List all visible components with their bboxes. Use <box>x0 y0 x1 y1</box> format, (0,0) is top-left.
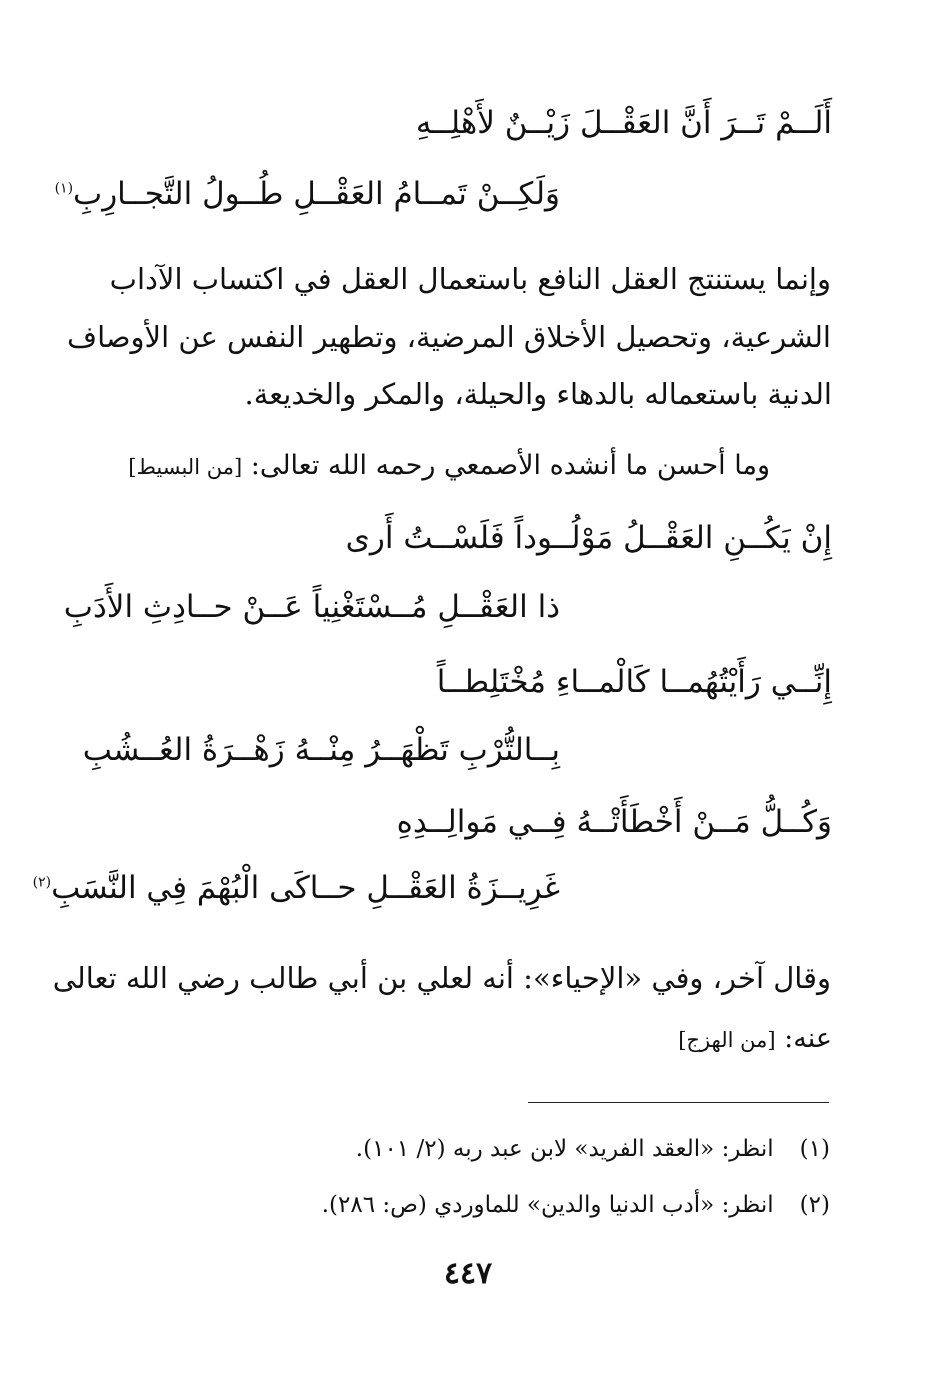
footnote-marker-1: (١) <box>54 180 74 197</box>
intro1-text: وما أحسن ما أنشده الأصمعي رحمه الله تعالى: <box>250 450 770 481</box>
poem1-line1 <box>416 101 832 145</box>
poem2-line1: إِنْ يَكُــنِ العَقْــلُ مَوْلُــوداً فَلَسْــتُ أَرى <box>345 520 832 556</box>
paragraph2-line2-text: عنه: <box>784 1023 832 1054</box>
poem2-line6 <box>33 866 560 910</box>
footnote-1-number: (١) <box>799 1136 830 1162</box>
footnote-2 <box>322 1188 830 1222</box>
paragraph2-line2 <box>678 1019 832 1060</box>
footnote-1 <box>356 1132 830 1166</box>
page-number: ٤٤٧ <box>443 1256 493 1291</box>
paragraph1-line3: الدنية باستعماله بالدهاء والحيلة، والمكر والخديعة. <box>244 377 832 411</box>
footnote-separator <box>528 1102 829 1103</box>
paragraph2-line1: وقال آخر، وفي «الإحياء»: أنه لعلي بن أبي طالب رضي الله تعالى <box>52 961 831 995</box>
meter-label-hazaj: [من الهزج] <box>678 1028 776 1052</box>
meter-label-basit: [من البسيط] <box>128 455 243 479</box>
paragraph1-line2: الشرعية، وتحصيل الأخلاق المرضية، وتطهير النفس عن الأوصاف <box>67 320 831 354</box>
footnote-2-number: (٢) <box>799 1192 830 1218</box>
intro1 <box>128 446 770 487</box>
footnote-1-text: انظر: «العقد الفريد» لابن عبد ربه (٢/ ١٠١). <box>355 1136 774 1162</box>
poem2-line2: ذا العَقْــلِ مُــسْتَغْنِياً عَــنْ حــادِثِ الأَدَبِ <box>63 589 560 625</box>
paragraph1-line1: وإنما يستنتج العقل النافع باستعمال العقل في اكتساب الآداب <box>109 262 831 296</box>
poem2-line5: وَكُــلُّ مَــنْ أَخْطَأَتْــهُ فِــي مَوالِــدِهِ <box>396 804 832 840</box>
footnote-marker-2: (٢) <box>32 874 52 891</box>
poem1-line2 <box>55 172 560 216</box>
poem1-line1-text: أَلَــمْ تَــرَ أَنَّ العَقْــلَ زَيْــنٌ لأَهْلِــهِ <box>415 105 832 141</box>
poem2-line4: بِــالتُّرْبِ تَظْهَــرُ مِنْــهُ زَهْــرَةُ العُــشُبِ <box>82 732 560 768</box>
poem1-line2-text: وَلَكِــنْ تَمــامُ العَقْــلِ طُــولُ التَّجــارِبِ <box>73 176 560 212</box>
poem2-line6-text: غَرِيــزَةُ العَقْــلِ حــاكَى الْبُهْمَ فِي النَّسَبِ <box>51 870 560 906</box>
poem2-line3: إِنِّــي رَأَيْتُهُمــا كَالْمــاءِ مُخْتَلِطــاً <box>436 664 832 700</box>
footnote-2-text: انظر: «أدب الدنيا والدين» للماوردي (ص: ٢٨٦). <box>321 1192 774 1218</box>
